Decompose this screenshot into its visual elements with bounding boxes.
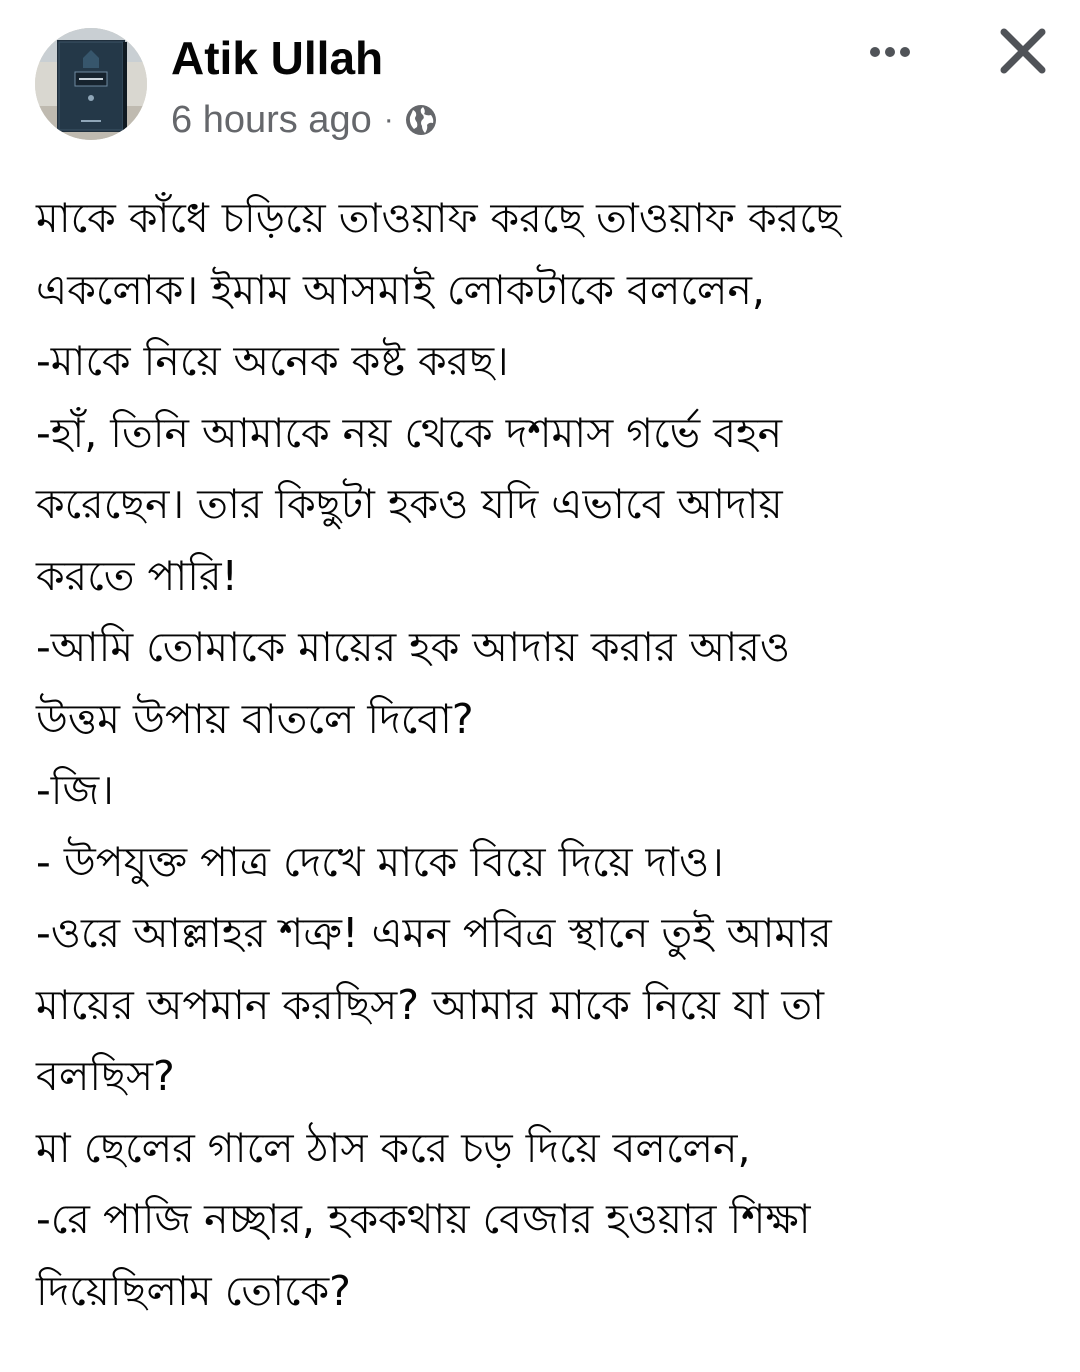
post-line: মায়ের অপমান করছিস? আমার মাকে নিয়ে যা তা — [36, 980, 825, 1029]
post-line: মা ছেলের গালে ঠাস করে চড় দিয়ে বললেন, — [36, 1123, 751, 1172]
post-line: করতে পারি! — [36, 551, 238, 600]
post-timestamp[interactable]: 6 hours ago — [171, 98, 372, 141]
post-line: বলছিস? — [36, 1052, 175, 1100]
post-line: -রে পাজি নচ্ছার, হককথায় বেজার হওয়ার শিক্ষা — [36, 1195, 811, 1243]
post-line: উত্তম উপায় বাতলে দিবো? — [36, 694, 474, 743]
post-line: করেছেন। তার কিছুটা হকও যদি এভাবে আদায় — [36, 480, 783, 528]
close-button[interactable] — [994, 22, 1052, 80]
author-avatar[interactable] — [35, 28, 147, 140]
author-name[interactable]: Atik Ullah — [171, 32, 384, 84]
more-dots-icon — [870, 47, 880, 57]
more-dot-middle — [885, 47, 895, 57]
more-dot-right — [900, 47, 910, 57]
post-header — [0, 0, 1080, 160]
more-options-button[interactable] — [858, 26, 922, 78]
close-icon — [994, 22, 1052, 80]
post-line: - উপযুক্ত পাত্র দেখে মাকে বিয়ে দিয়ে দাও। — [36, 837, 724, 886]
book-cover-avatar — [35, 28, 147, 140]
post-line: মাকে কাঁধে চড়িয়ে তাওয়াফ করছে তাওয়াফ করছে — [36, 194, 841, 242]
post-line: -আমি তোমাকে মায়ের হক আদায় করার আরও — [36, 623, 791, 671]
post-line: দিয়েছিলাম তোকে? — [36, 1266, 351, 1315]
post-line: -হাঁ, তিনি আমাকে নয় থেকে দশমাস গর্ভে বহন — [36, 408, 783, 457]
post-line: একলোক। ইমাম আসমাই লোকটাকে বললেন, — [36, 265, 765, 314]
globe-icon[interactable] — [404, 103, 438, 137]
post-text — [36, 183, 1046, 1327]
post-line: -জি। — [36, 766, 114, 814]
post-meta — [171, 96, 438, 144]
post-line: -ওরে আল্লাহর শত্রু! এমন পবিত্র স্থানে তুই আমার — [36, 909, 832, 957]
meta-separator: · — [383, 103, 394, 136]
post-line: -মাকে নিয়ে অনেক কষ্ট করছ। — [36, 337, 509, 385]
